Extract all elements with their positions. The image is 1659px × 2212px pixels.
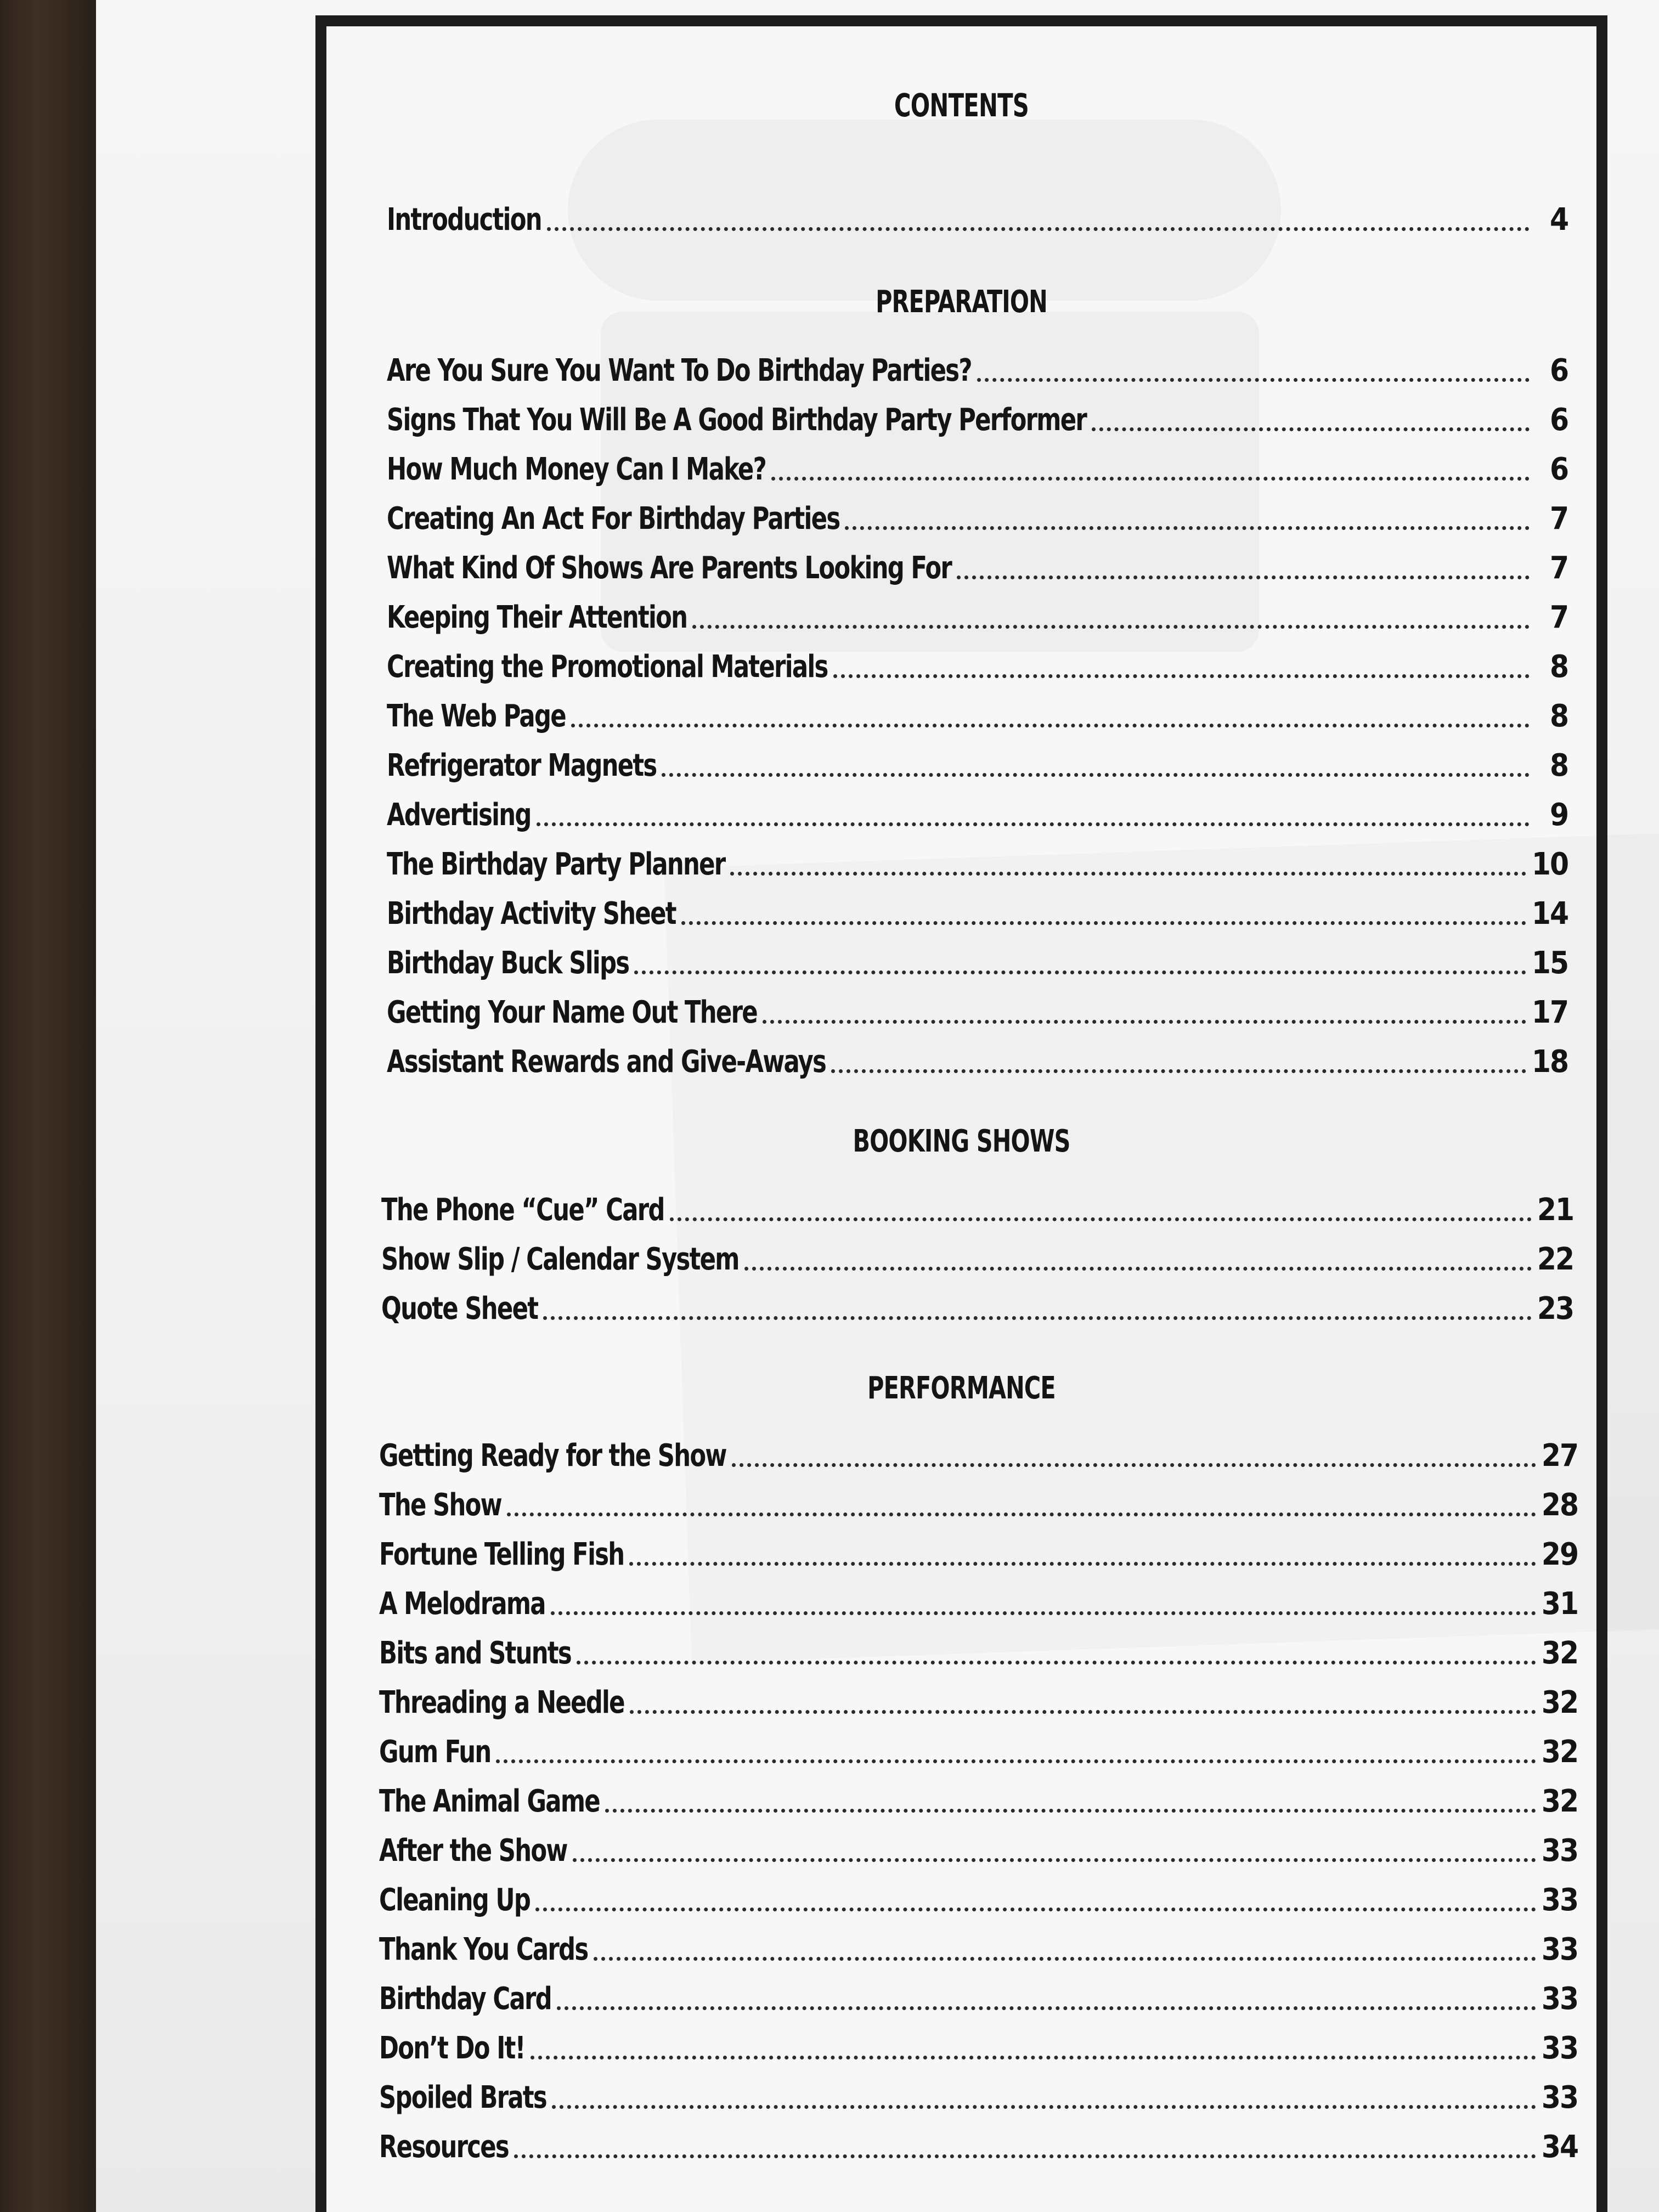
toc-entry	[326, 1720, 1596, 1770]
toc-page-number: 8	[1549, 748, 1568, 783]
toc-page-number: 23	[1537, 1291, 1573, 1327]
toc-entry-title: Birthday Activity Sheet	[387, 896, 676, 932]
toc-entry-title: The Animal Game	[379, 1784, 600, 1819]
toc-entry-title: Birthday Buck Slips	[387, 945, 629, 981]
intro-list	[326, 188, 1596, 238]
toc-entry-title: Signs That You Will Be A Good Birthday Party Performer	[387, 402, 1087, 438]
toc-entry-title: The Web Page	[387, 698, 566, 734]
section-heading-booking-shows: BOOKING SHOWS	[853, 1124, 1070, 1159]
toc-page-number: 22	[1537, 1242, 1573, 1277]
dot-leader	[571, 724, 1530, 727]
page-title: CONTENTS	[894, 87, 1029, 124]
toc-entry	[326, 1228, 1596, 1277]
toc-entry-title: Getting Ready for the Show	[379, 1438, 726, 1474]
toc-page-number: 33	[1541, 1932, 1578, 1967]
toc-entry-title: Thank You Cards	[379, 1932, 588, 1967]
toc-page-number: 18	[1531, 1044, 1568, 1080]
toc-entry	[326, 1178, 1596, 1228]
booking-shows-list	[326, 1178, 1596, 1327]
dot-leader	[1092, 427, 1530, 431]
toc-entry	[326, 1918, 1596, 1967]
toc-page-number: 33	[1541, 2030, 1578, 2066]
toc-entry-title: Spoiled Brats	[379, 2080, 546, 2115]
toc-entry	[326, 1869, 1596, 1918]
toc-entry	[326, 339, 1596, 388]
dot-leader	[552, 2105, 1536, 2109]
toc-entry	[326, 1424, 1596, 1474]
toc-page-number: 33	[1541, 1981, 1578, 2017]
dot-leader	[730, 872, 1526, 876]
table-of-contents	[326, 26, 1596, 2212]
dot-leader	[496, 1759, 1536, 1763]
toc-page-number: 6	[1549, 452, 1568, 487]
toc-page-number: 29	[1541, 1537, 1578, 1572]
toc-page-number: 4	[1549, 202, 1568, 238]
dot-leader	[507, 1513, 1536, 1516]
toc-entry-title: Don’t Do It!	[379, 2030, 525, 2066]
toc-entry	[326, 537, 1596, 586]
toc-entry-title: Cleaning Up	[379, 1882, 531, 1918]
toc-entry	[326, 685, 1596, 734]
toc-entry	[326, 882, 1596, 932]
toc-entry	[326, 1030, 1596, 1080]
dot-leader	[547, 227, 1530, 231]
preparation-list	[326, 339, 1596, 1080]
toc-entry-title: Refrigerator Magnets	[387, 748, 657, 783]
contents-page	[315, 15, 1607, 2212]
toc-entry	[326, 1572, 1596, 1622]
toc-entry-title: Fortune Telling Fish	[379, 1537, 624, 1572]
toc-entry	[326, 1770, 1596, 1819]
toc-entry-title: Show Slip / Calendar System	[381, 1242, 739, 1277]
toc-page-number: 14	[1531, 896, 1568, 932]
dot-leader	[957, 575, 1530, 579]
dot-leader	[732, 1463, 1536, 1467]
toc-entry	[326, 438, 1596, 487]
toc-entry-title: Quote Sheet	[381, 1291, 538, 1327]
toc-page-number: 33	[1541, 1882, 1578, 1918]
dot-leader	[629, 1562, 1536, 1566]
dot-leader	[634, 970, 1526, 974]
toc-entry-title: Bits and Stunts	[379, 1635, 571, 1671]
toc-entry	[326, 981, 1596, 1030]
toc-entry	[326, 1967, 1596, 2017]
toc-entry	[326, 188, 1596, 238]
toc-page-number: 27	[1541, 1438, 1578, 1474]
toc-entry-title: Keeping Their Attention	[387, 600, 687, 635]
toc-page-number: 8	[1549, 649, 1568, 685]
toc-page-number: 10	[1531, 847, 1568, 882]
dot-leader	[557, 2006, 1536, 2010]
dot-leader	[537, 822, 1530, 826]
performance-list	[326, 1424, 1596, 2165]
toc-page-number: 6	[1549, 402, 1568, 438]
dot-leader	[831, 1069, 1526, 1073]
toc-page-number: 33	[1541, 2080, 1578, 2115]
toc-entry-title: Creating An Act For Birthday Parties	[387, 501, 840, 537]
dot-leader	[744, 1267, 1532, 1271]
toc-page-number: 28	[1541, 1487, 1578, 1523]
toc-entry	[326, 1819, 1596, 1869]
toc-entry-title: Threading a Needle	[379, 1685, 624, 1720]
toc-page-number: 15	[1531, 945, 1568, 981]
toc-entry	[326, 635, 1596, 685]
toc-entry-title: Resources	[379, 2129, 509, 2165]
toc-entry	[326, 932, 1596, 981]
dot-leader	[594, 1957, 1536, 1961]
dot-leader	[605, 1809, 1536, 1813]
toc-entry-title: Getting Your Name Out There	[387, 995, 757, 1030]
toc-page-number: 9	[1549, 797, 1568, 833]
dot-leader	[543, 1316, 1532, 1320]
dot-leader	[531, 2056, 1536, 2059]
toc-page-number: 7	[1549, 550, 1568, 586]
toc-entry-title: After the Show	[379, 1833, 567, 1869]
toc-entry	[326, 2017, 1596, 2066]
toc-page-number: 6	[1549, 353, 1568, 388]
dot-leader	[845, 526, 1530, 530]
dot-leader	[763, 1020, 1526, 1024]
toc-entry	[326, 1622, 1596, 1671]
dot-leader	[977, 378, 1530, 382]
toc-entry	[326, 586, 1596, 635]
toc-page-number: 21	[1537, 1192, 1573, 1228]
toc-page-number: 32	[1541, 1784, 1578, 1819]
toc-entry	[326, 833, 1596, 882]
dot-leader	[833, 674, 1530, 678]
toc-page-number: 7	[1549, 501, 1568, 537]
toc-page-number: 17	[1531, 995, 1568, 1030]
toc-entry	[326, 388, 1596, 438]
dot-leader	[670, 1217, 1532, 1221]
dot-leader	[662, 773, 1530, 777]
toc-entry-title: The Birthday Party Planner	[387, 847, 725, 882]
toc-entry-title: A Melodrama	[379, 1586, 545, 1622]
toc-page-number: 32	[1541, 1635, 1578, 1671]
toc-entry-title: Birthday Card	[379, 1981, 551, 2017]
toc-entry-title: The Phone “Cue” Card	[381, 1192, 664, 1228]
dot-leader	[551, 1611, 1536, 1615]
toc-entry	[326, 1277, 1596, 1327]
toc-entry-title: Assistant Rewards and Give-Aways	[387, 1044, 826, 1080]
dot-leader	[681, 921, 1526, 925]
dot-leader	[771, 477, 1530, 481]
toc-page-number: 8	[1549, 698, 1568, 734]
toc-entry-title: Introduction	[387, 202, 541, 238]
toc-entry	[326, 1671, 1596, 1720]
toc-entry-title: How Much Money Can I Make?	[387, 452, 766, 487]
toc-entry	[326, 783, 1596, 833]
toc-entry	[326, 2115, 1596, 2165]
toc-entry-title: The Show	[379, 1487, 501, 1523]
toc-entry	[326, 1474, 1596, 1523]
dot-leader	[573, 1858, 1536, 1862]
toc-entry	[326, 2066, 1596, 2115]
paper-sheet	[96, 0, 1659, 2212]
toc-entry	[326, 734, 1596, 783]
toc-entry	[326, 487, 1596, 537]
toc-entry	[326, 1523, 1596, 1572]
toc-page-number: 7	[1549, 600, 1568, 635]
dot-leader	[535, 1908, 1536, 1911]
dot-leader	[514, 2154, 1536, 2158]
toc-entry-title: Are You Sure You Want To Do Birthday Parties?	[387, 353, 972, 388]
toc-page-number: 31	[1541, 1586, 1578, 1622]
toc-page-number: 33	[1541, 1833, 1578, 1869]
toc-entry-title: Advertising	[387, 797, 531, 833]
toc-entry-title: Creating the Promotional Materials	[387, 649, 828, 685]
dot-leader	[630, 1710, 1536, 1714]
dot-leader	[692, 625, 1530, 629]
toc-page-number: 32	[1541, 1685, 1578, 1720]
toc-entry-title: What Kind Of Shows Are Parents Looking For	[387, 550, 952, 586]
toc-page-number: 32	[1541, 1734, 1578, 1770]
toc-entry-title: Gum Fun	[379, 1734, 491, 1770]
wooden-table-edge	[0, 0, 96, 2212]
toc-page-number: 34	[1541, 2129, 1578, 2165]
section-heading-performance: PERFORMANCE	[867, 1370, 1056, 1406]
section-heading-preparation: PREPARATION	[876, 284, 1047, 320]
dot-leader	[577, 1661, 1536, 1664]
